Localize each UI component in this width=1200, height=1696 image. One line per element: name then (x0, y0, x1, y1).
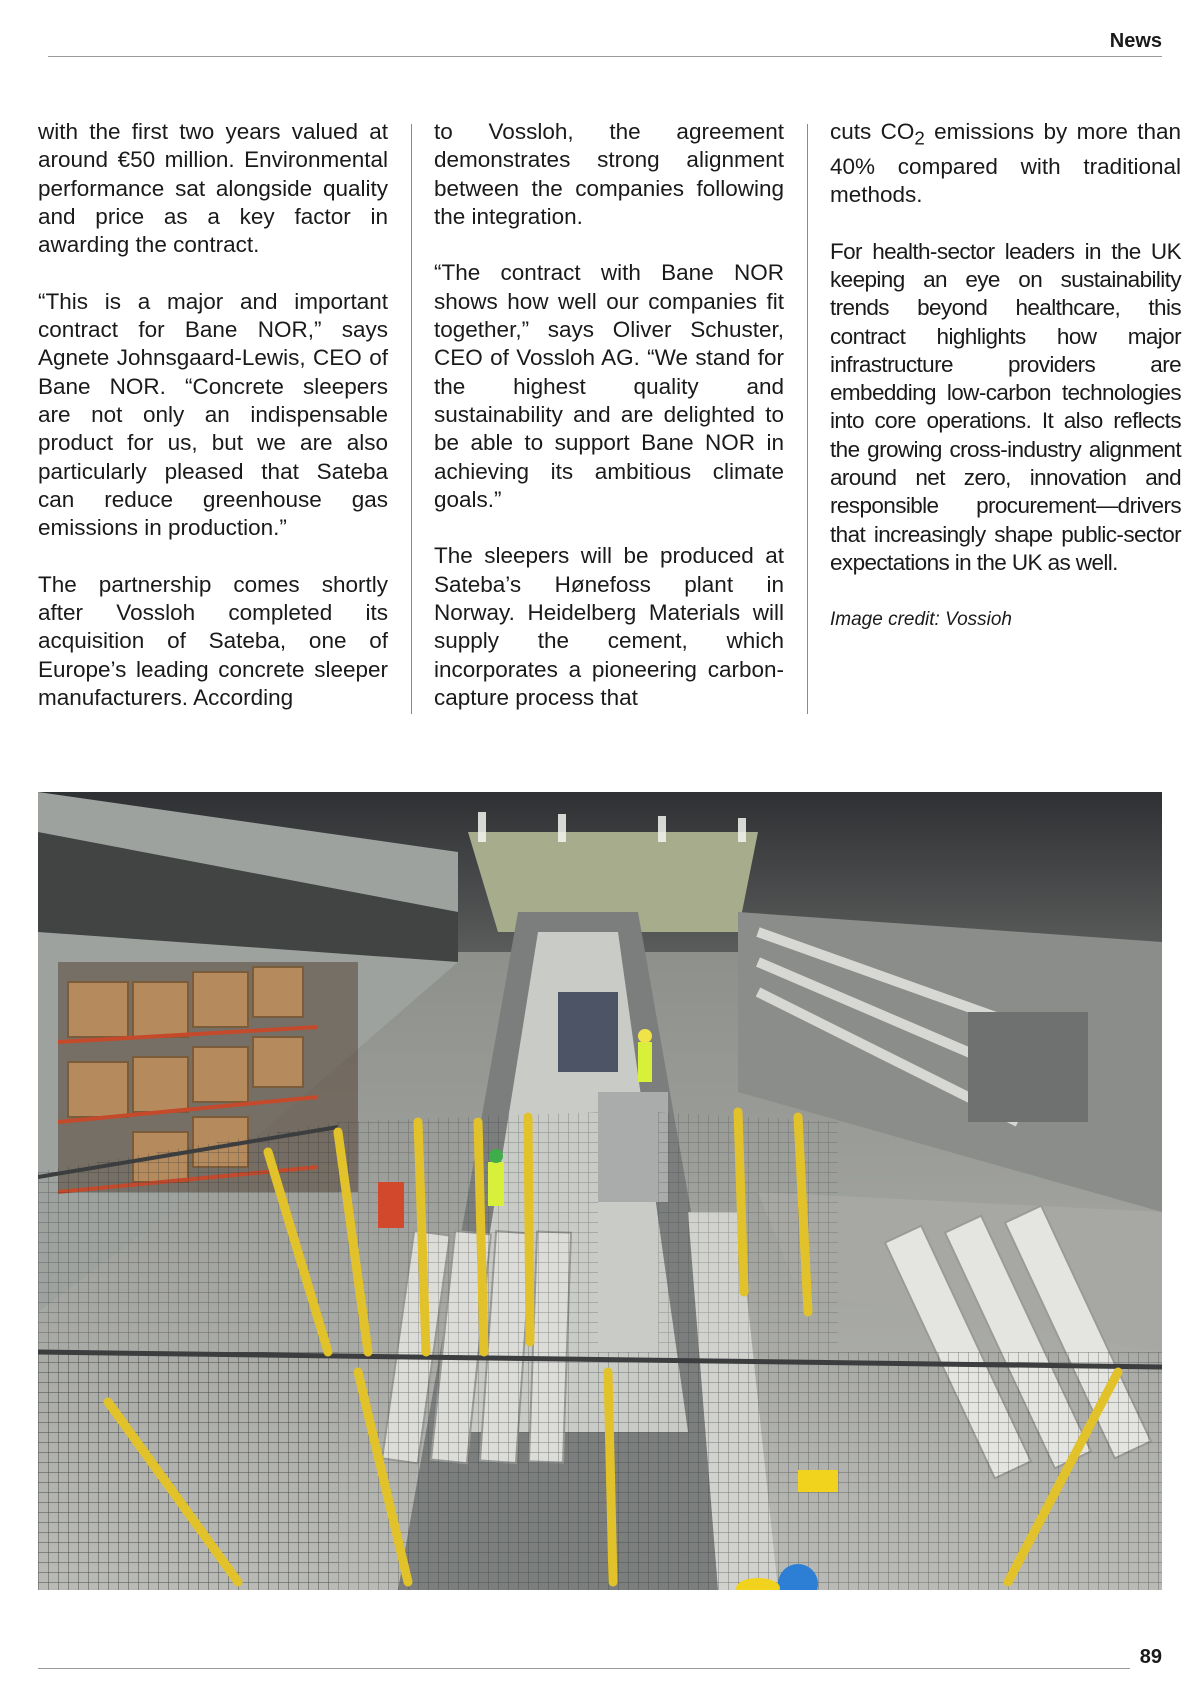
paragraph: to Vossloh, the agreement demonstrates strong alignment between the companies following the integration. (434, 119, 784, 229)
article-column-2 (434, 118, 784, 712)
text-run: cuts CO (830, 119, 915, 144)
section-label: News (1109, 30, 1162, 52)
paragraph: with the first two years valued at around €50 million. Environmental performance sat alongside quality and price as a key factor in awarding the contract. (38, 119, 388, 258)
column-divider (807, 124, 808, 714)
bottom-rule (38, 1668, 1130, 1669)
image-credit: Image credit: Vossioh (830, 608, 1012, 630)
factory-photo (38, 792, 1162, 1590)
paragraph: “The contract with Bane NOR shows how well our companies fit together,” says Oliver Schuster, CEO of Vossloh AG. “We stand for the highest quality and sustainability and are delighted to be able to support Bane NOR in achieving its ambitious climate goals.” (434, 260, 784, 512)
top-rule (48, 56, 1162, 57)
column-divider (411, 124, 412, 714)
article-column-1 (38, 118, 388, 712)
text-run: emissions by more than 40% compared with traditional methods. (830, 119, 1181, 208)
paragraph: The sleepers will be produced at Sateba’s Hønefoss plant in Norway. Heidelberg Materials will supply the cement, which incorporates a pioneering carbon-capture process that (434, 543, 784, 710)
page-number: 89 (1139, 1646, 1162, 1668)
subscript: 2 (914, 127, 925, 149)
paragraph: The partnership comes shortly after Vossloh completed its acquisition of Sateba, one of Europe’s leading concrete sleeper manufacturers. According (38, 571, 388, 710)
paragraph: “This is a major and important contract for Bane NOR,” says Agnete Johnsgaard-Lewis, CEO of Bane NOR. “Concrete sleepers are not only an indispensable product for us, but we are also particularly pleased that Sateba can reduce greenhouse gas emissions in production.” (38, 288, 388, 541)
paragraph (830, 118, 1181, 209)
article-column-3 (830, 118, 1181, 634)
factory-illustration (38, 792, 1162, 1590)
paragraph: For health-sector leaders in the UK keeping an eye on sustainability trends beyond healthcare, this contract highlights how major infrastructure providers are embedding low-carbon technologies into core operations. It also reflects the growing cross-industry alignment around net zero, innovation and responsible procurement—drivers that increasingly shape public-sector expectations in the UK as well. (830, 238, 1181, 575)
